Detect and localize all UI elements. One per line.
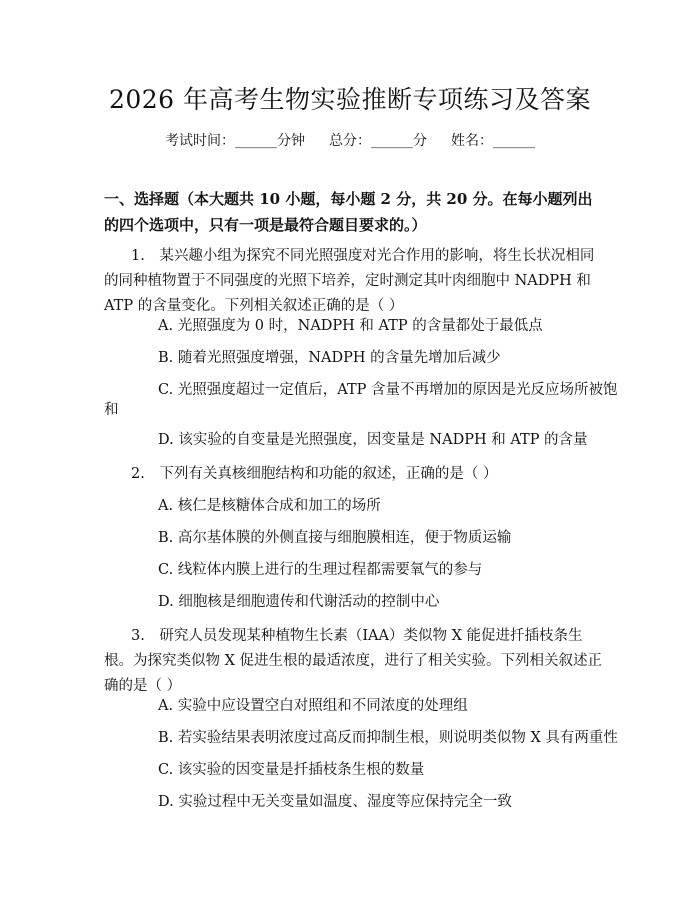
question-1-stem: 1. 某兴趣小组为探究不同光照强度对光合作用的影响，将生长状况相同的同种植物置于不同强度的光照下培养，定时测定其叶肉细胞中 NADPH 和 ATP 的含量变化。下列相关叙述正确的是（ ） (104, 248, 595, 314)
question-2-option-d: D. 细胞核是细胞遗传和代谢活动的控制中心 (158, 594, 440, 610)
question-1-option-d: D. 该实验的自变量是光照强度，因变量是 NADPH 和 ATP 的含量 (158, 432, 588, 448)
question-2-option-c: C. 线粒体内膜上进行的生理过程都需要氧气的参与 (158, 562, 483, 578)
total-score-field: 总分：______分 (329, 133, 427, 149)
question-3-option-a: A. 实验中应设置空白对照组和不同浓度的处理组 (158, 698, 468, 714)
question-3-stem: 3. 研究人员发现某种植物生长素（IAA）类似物 X 能促进扦插枝条生根。为探究类似物 X 促进生根的最适浓度，进行了相关实验。下列相关叙述正确的是（ ） (104, 628, 603, 694)
student-name-field: 姓名：______ (451, 133, 535, 149)
question-2-option-b: B. 高尔基体膜的外侧直接与细胞膜相连，便于物质运输 (158, 530, 512, 546)
question-2-option-a: A. 核仁是核糖体合成和加工的场所 (158, 498, 381, 514)
question-3-option-b: B. 若实验结果表明浓度过高反而抑制生根，则说明类似物 X 具有两重性 (158, 730, 618, 746)
exam-time-field: 考试时间：______分钟 (165, 133, 305, 149)
question-3-option-d: D. 实验过程中无关变量如温度、湿度等应保持完全一致 (158, 794, 512, 810)
question-1-option-c-wrap: 和 (104, 402, 119, 418)
question-1-option-a: A. 光照强度为 0 时，NADPH 和 ATP 的含量都处于最低点 (158, 318, 543, 334)
section-heading: 一、选择题（本大题共 10 小题，每小题 2 分，共 20 分。在每小题列出的四个选项中，只有一项是最符合题目要求的。） (104, 190, 593, 234)
exam-meta (0, 130, 700, 150)
question-1-option-b: B. 随着光照强度增强，NADPH 的含量先增加后减少 (158, 350, 501, 366)
question-2-stem: 2. 下列有关真核细胞结构和功能的叙述，正确的是（ ） (131, 466, 498, 482)
page-title: 2026 年高考生物实验推断专项练习及答案 (108, 85, 592, 114)
question-3-option-c: C. 该实验的因变量是扦插枝条生根的数量 (158, 762, 425, 778)
question-1-option-c: C. 光照强度超过一定值后，ATP 含量不再增加的原因是光反应场所被饱 (158, 382, 618, 398)
